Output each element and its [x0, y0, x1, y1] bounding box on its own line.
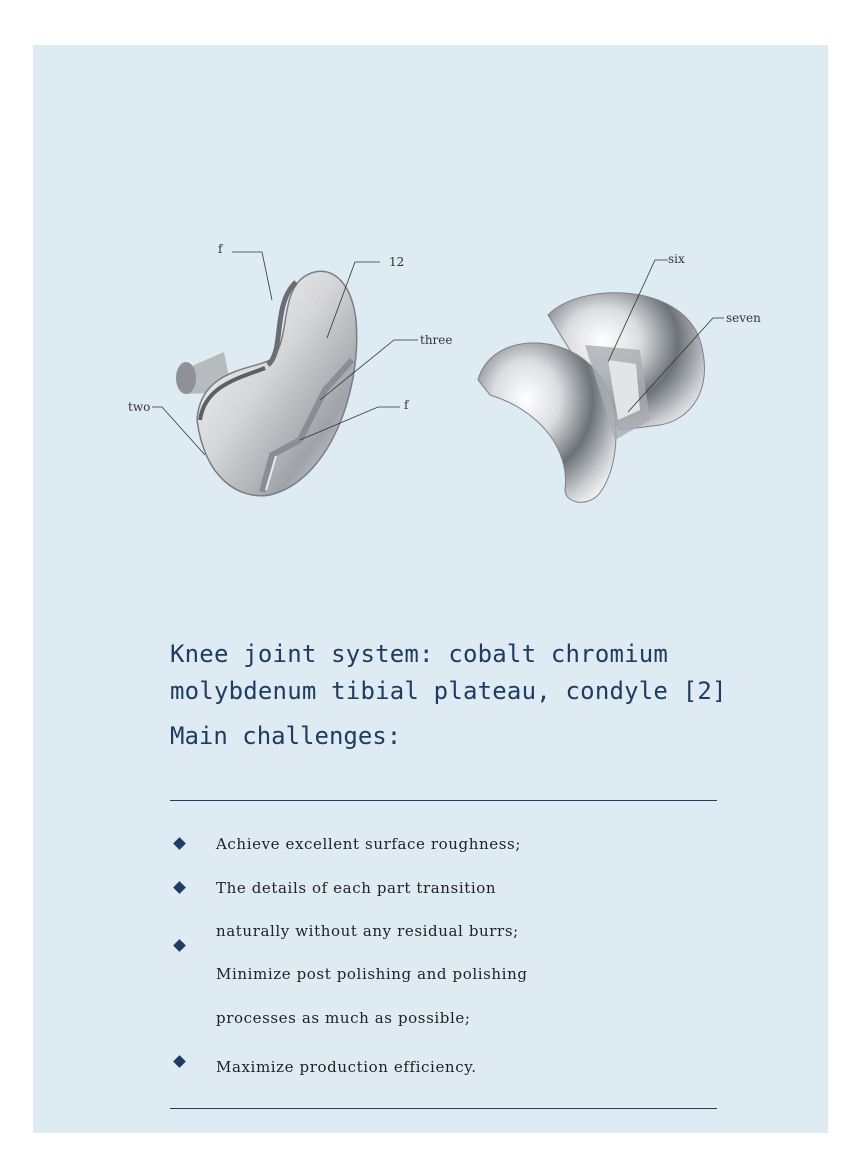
list-item-line: naturally without any residual burrs; [216, 922, 519, 940]
list-item-line: processes as much as possible; [216, 1009, 471, 1027]
divider-top [170, 800, 717, 801]
tibial-plateau-image [176, 271, 357, 496]
callout-12: 12 [389, 255, 405, 269]
page-title: Knee joint system: cobalt chromium molybdenum tibial plateau, condyle [2] [170, 640, 727, 705]
callout-three: three [420, 333, 453, 347]
callout-f-top: f [218, 242, 223, 256]
list-item-line: Maximize production efficiency. [216, 1058, 477, 1076]
callout-six: six [668, 252, 685, 266]
callout-two: two [128, 400, 151, 414]
list-item-line: Achieve excellent surface roughness; [216, 835, 522, 853]
section-subtitle: Main challenges: [170, 722, 402, 750]
callout-seven: seven [726, 311, 761, 325]
divider-bottom [170, 1108, 717, 1109]
list-item-line: Minimize post polishing and polishing [216, 965, 528, 983]
callout-f-bottom: f [404, 398, 409, 412]
condyle-image [478, 293, 704, 503]
list-item-line: The details of each part transition [216, 879, 497, 897]
